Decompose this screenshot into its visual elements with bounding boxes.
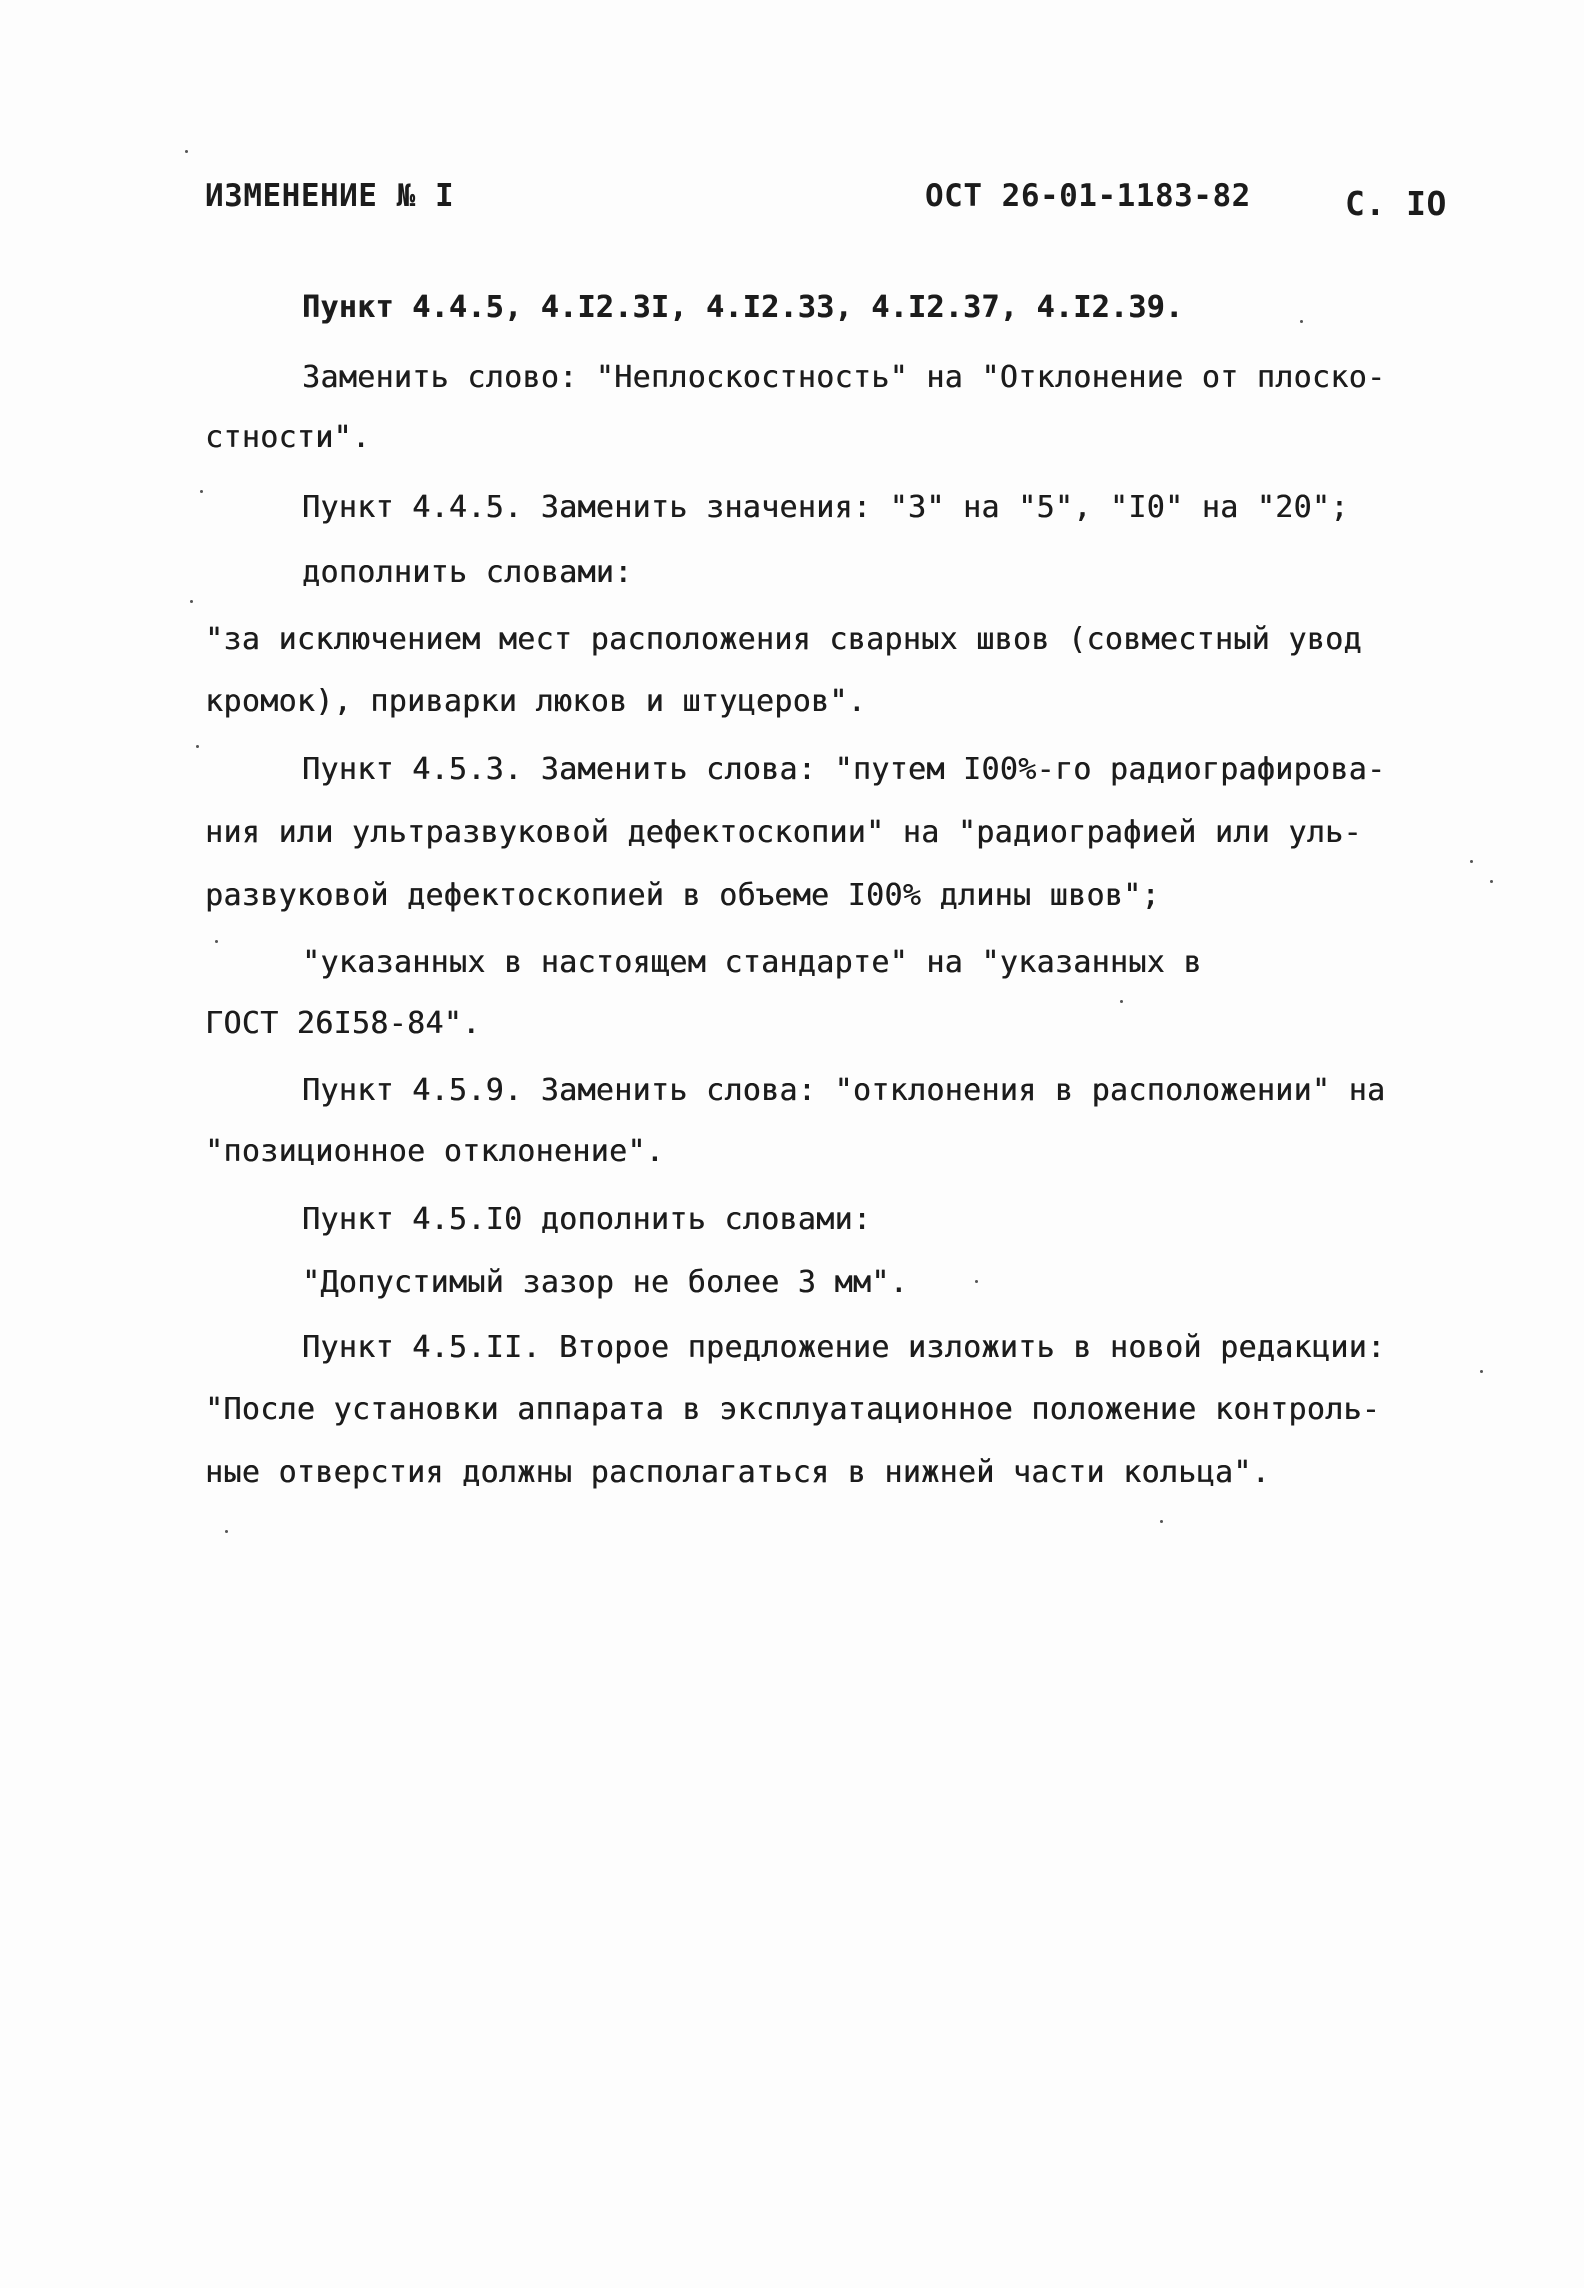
scan-speck <box>1480 1370 1483 1373</box>
text-line: Пункт 4.5.II. Второе предложение изложить в новой редакции: <box>302 1330 1386 1365</box>
text-line: "за исключением мест расположения сварных швов (совместный увод <box>205 622 1362 657</box>
text-line: развуковой дефектоскопией в объеме I00% длины швов"; <box>205 878 1160 913</box>
page-number: С. IO <box>1345 184 1447 223</box>
page-header <box>205 178 1455 238</box>
text-line: Пункт 4.5.9. Заменить слова: "отклонения в расположении" на <box>302 1073 1386 1108</box>
scan-speck <box>190 600 193 603</box>
text-line: "указанных в настоящем стандарте" на "указанных в <box>302 945 1202 980</box>
text-line: "позиционное отклонение". <box>205 1134 665 1169</box>
scan-speck <box>1490 880 1493 883</box>
text-line: ГОСТ 26I58-84". <box>205 1006 481 1041</box>
scan-speck <box>975 1280 978 1283</box>
text-line: Заменить слово: "Неплоскостность" на "Отклонение от плоско- <box>302 360 1386 395</box>
change-number-label: ИЗМЕНЕНИЕ № I <box>205 178 455 214</box>
text-line: кромок), приварки люков и штуцеров". <box>205 684 867 719</box>
scan-speck <box>185 150 188 153</box>
text-line: Пункт 4.4.5, 4.I2.3I, 4.I2.33, 4.I2.37, 4.I2.39. <box>302 290 1184 325</box>
text-line: стности". <box>205 420 371 455</box>
text-line: "После установки аппарата в эксплуатационное положение контроль- <box>205 1392 1381 1427</box>
text-line: ные отверстия должны располагаться в нижней части кольца". <box>205 1455 1270 1490</box>
standard-code: ОСТ 26-01-1183-82 <box>925 178 1251 214</box>
text-line: дополнить словами: <box>302 555 633 590</box>
text-line: "Допустимый зазор не более 3 мм". <box>302 1265 908 1300</box>
scan-speck <box>1470 860 1473 863</box>
text-line: Пункт 4.5.I0 дополнить словами: <box>302 1202 872 1237</box>
scan-speck <box>215 940 218 943</box>
text-line: Пункт 4.5.3. Заменить слова: "путем I00%-го радиографирова- <box>302 752 1386 787</box>
scan-speck <box>1120 1000 1123 1003</box>
text-line: ния или ультразвуковой дефектоскопии" на "радиографией или уль- <box>205 815 1362 850</box>
scan-speck <box>1160 1520 1163 1523</box>
scan-speck <box>1300 320 1303 323</box>
scan-speck <box>200 490 203 493</box>
text-line: Пункт 4.4.5. Заменить значения: "3" на "5", "I0" на "20"; <box>302 490 1349 525</box>
scan-speck <box>225 1530 228 1533</box>
scan-speck <box>196 745 199 748</box>
